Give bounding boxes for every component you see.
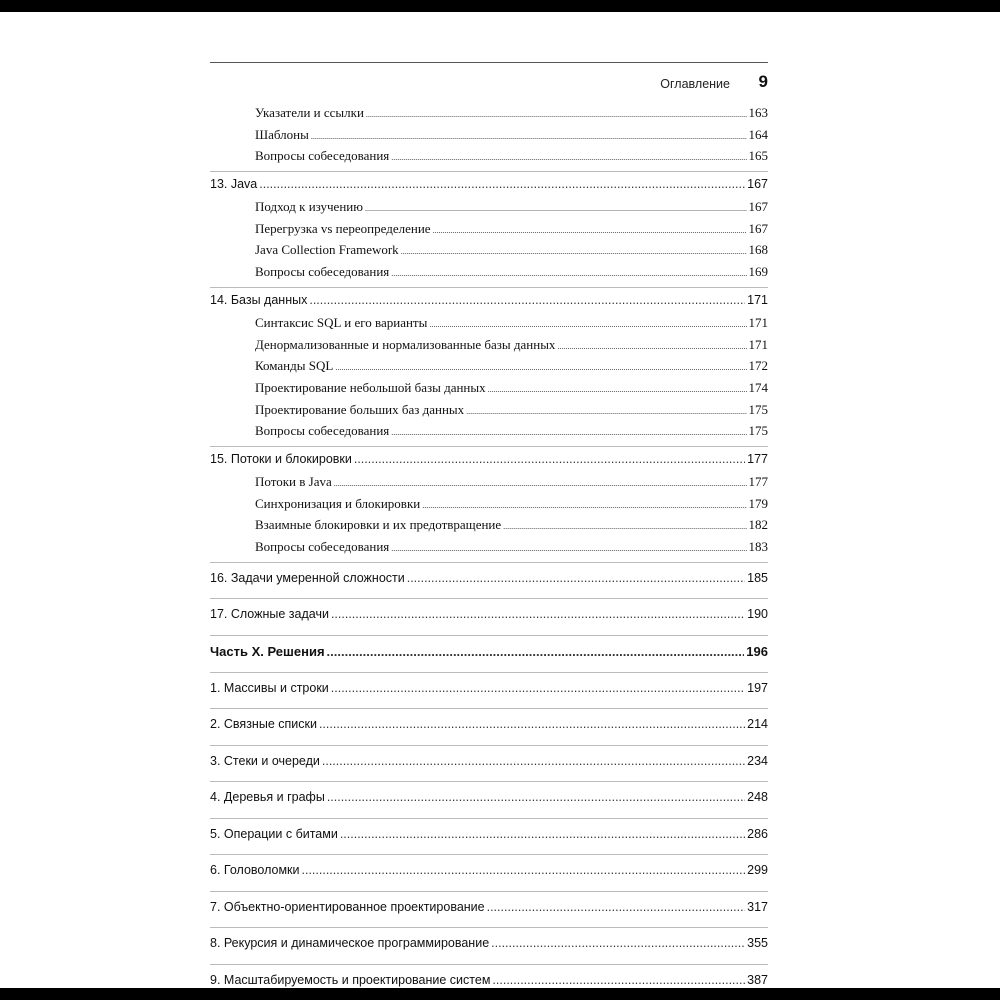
toc-chap-entry[interactable]	[210, 928, 768, 960]
toc-section-entry[interactable]	[210, 102, 768, 124]
toc-entry-page-number: 196	[746, 643, 768, 659]
table-of-contents	[210, 102, 768, 996]
toc-entry-page-number: 177	[748, 473, 768, 489]
toc-entry-page-number: 248	[747, 790, 768, 805]
dot-leader	[322, 746, 745, 778]
toc-chap-entry[interactable]	[210, 709, 768, 741]
toc-chap-entry[interactable]	[210, 965, 768, 997]
dot-leader	[331, 673, 745, 705]
toc-entry-page-number: 169	[748, 264, 768, 280]
toc-entry-title: Проектирование больших баз данных	[255, 401, 465, 417]
toc-section-entry[interactable]	[210, 514, 768, 536]
toc-entry-title: 8. Рекурсия и динамическое программирование	[210, 936, 490, 951]
toc-entry-page-number: 177	[747, 451, 768, 466]
toc-chap-entry[interactable]	[210, 746, 768, 778]
dot-leader	[340, 819, 745, 851]
toc-entry-title: Синтаксис SQL и его варианты	[255, 314, 428, 330]
toc-entry-title: Вопросы собеседования	[255, 264, 390, 280]
toc-entry-title: Потоки в Java	[255, 473, 332, 489]
toc-entry-page-number: 387	[747, 972, 768, 987]
toc-entry-title: 13. Java	[210, 177, 258, 192]
dot-leader	[433, 218, 747, 242]
dot-leader	[391, 145, 746, 169]
toc-section-entry[interactable]	[210, 355, 768, 377]
toc-entry-title: Вопросы собеседования	[255, 423, 390, 439]
toc-entry-page-number: 172	[748, 358, 768, 374]
toc-entry-title: 16. Задачи умеренной сложности	[210, 570, 405, 585]
toc-entry-title: Подход к изучению	[255, 199, 363, 215]
toc-section-entry[interactable]	[210, 536, 768, 558]
toc-section-entry[interactable]	[210, 493, 768, 515]
toc-section-entry[interactable]	[210, 261, 768, 283]
dot-leader	[309, 288, 745, 312]
toc-chap-entry[interactable]	[210, 673, 768, 705]
toc-entry-page-number: 164	[748, 126, 768, 142]
toc-entry-page-number: 182	[748, 517, 768, 533]
running-header	[210, 62, 768, 91]
dot-leader	[429, 312, 746, 336]
toc-section-entry[interactable]	[210, 218, 768, 240]
toc-entry-page-number: 286	[747, 826, 768, 841]
toc-entry-title: 7. Объектно-ориентированное проектирование	[210, 899, 485, 914]
toc-section-entry[interactable]	[210, 377, 768, 399]
toc-chap-entry[interactable]	[210, 599, 768, 631]
toc-entry-title: 5. Операции с битами	[210, 826, 338, 841]
toc-entry-title: Шаблоны	[255, 126, 309, 142]
toc-entry-page-number: 174	[748, 379, 768, 395]
toc-entry-title: 4. Деревья и графы	[210, 790, 325, 805]
toc-entry-title: Денормализованные и нормализованные базы данных	[255, 336, 556, 352]
toc-entry-page-number: 163	[748, 105, 768, 120]
toc-entry-title: 1. Массивы и строки	[210, 680, 329, 695]
toc-entry-title: Взаимные блокировки и их предотвращение	[255, 517, 502, 533]
toc-chap-entry[interactable]	[210, 855, 768, 887]
toc-entry-title: Указатели и ссылки	[255, 105, 364, 120]
dot-leader	[491, 928, 745, 960]
toc-section-entry[interactable]	[210, 420, 768, 442]
toc-entry-page-number: 167	[748, 199, 768, 215]
toc-entry-page-number: 183	[748, 539, 768, 554]
toc-entry-page-number: 190	[747, 607, 768, 622]
toc-entry-page-number: 175	[748, 423, 768, 439]
toc-entry-page-number: 165	[748, 148, 768, 164]
toc-entry-page-number: 299	[747, 863, 768, 878]
toc-section-entry[interactable]	[210, 124, 768, 146]
toc-entry-title: Вопросы собеседования	[255, 148, 390, 164]
toc-entry-title: Команды SQL	[255, 358, 334, 374]
dot-leader	[354, 447, 745, 471]
toc-section-entry[interactable]	[210, 334, 768, 356]
toc-entry-page-number: 167	[747, 177, 768, 192]
toc-entry-title: 17. Сложные задачи	[210, 607, 329, 622]
toc-entry-title: 6. Головоломки	[210, 863, 300, 878]
toc-section-entry[interactable]	[210, 196, 768, 218]
dot-leader	[503, 514, 746, 538]
toc-chap-entry[interactable]	[210, 172, 768, 196]
toc-entry-page-number: 355	[747, 936, 768, 951]
toc-entry-page-number: 234	[747, 753, 768, 768]
toc-entry-page-number: 185	[747, 570, 768, 585]
toc-entry-page-number: 171	[748, 314, 768, 330]
toc-part-entry[interactable]	[210, 636, 768, 668]
toc-chap-entry[interactable]	[210, 819, 768, 851]
toc-entry-title: Часть X. Решения	[210, 643, 325, 659]
dot-leader	[391, 536, 746, 560]
dot-leader	[327, 636, 745, 668]
dot-leader	[366, 102, 747, 126]
toc-chap-entry[interactable]	[210, 782, 768, 814]
dot-leader	[407, 563, 745, 595]
dot-leader	[331, 599, 745, 631]
dot-leader	[335, 355, 746, 379]
dot-leader	[492, 965, 745, 997]
toc-entry-page-number: 179	[748, 495, 768, 511]
toc-chap-entry[interactable]	[210, 288, 768, 312]
toc-chap-entry[interactable]	[210, 563, 768, 595]
dot-leader	[487, 892, 746, 924]
toc-entry-page-number: 171	[748, 336, 768, 352]
running-header-title: Оглавление	[660, 77, 730, 91]
toc-entry-page-number: 317	[747, 899, 768, 914]
toc-section-entry[interactable]	[210, 399, 768, 421]
toc-chap-entry[interactable]	[210, 447, 768, 471]
toc-section-entry[interactable]	[210, 239, 768, 261]
toc-entry-title: 3. Стеки и очереди	[210, 753, 320, 768]
toc-chap-entry[interactable]	[210, 892, 768, 924]
toc-entry-page-number: 175	[748, 401, 768, 417]
dot-leader	[302, 855, 746, 887]
dot-leader	[365, 196, 747, 220]
dot-leader	[391, 420, 746, 444]
dot-leader	[422, 493, 746, 517]
toc-entry-page-number: 168	[748, 242, 768, 258]
toc-entry-page-number: 167	[748, 220, 768, 236]
toc-entry-page-number: 171	[747, 292, 768, 307]
toc-entry-title: Синхронизация и блокировки	[255, 495, 421, 511]
toc-entry-title: Вопросы собеседования	[255, 539, 390, 554]
dot-leader	[311, 124, 747, 148]
dot-leader	[557, 334, 746, 358]
dot-leader	[401, 239, 747, 263]
dot-leader	[466, 399, 746, 423]
toc-section-entry[interactable]	[210, 471, 768, 493]
book-page	[0, 12, 1000, 988]
toc-entry-title: Java Collection Framework	[255, 242, 399, 258]
toc-section-entry[interactable]	[210, 312, 768, 334]
toc-entry-title: 2. Связные списки	[210, 717, 317, 732]
toc-section-entry[interactable]	[210, 145, 768, 167]
dot-leader	[488, 377, 747, 401]
dot-leader	[391, 261, 746, 285]
dot-leader	[334, 471, 747, 495]
dot-leader	[327, 782, 745, 814]
toc-entry-title: Проектирование небольшой базы данных	[255, 379, 486, 395]
toc-entry-title: 15. Потоки и блокировки	[210, 451, 352, 466]
toc-entry-title: Перегрузка vs переопределение	[255, 220, 431, 236]
toc-entry-page-number: 214	[747, 717, 768, 732]
toc-entry-title: 14. Базы данных	[210, 292, 308, 307]
toc-entry-title: 9. Масштабируемость и проектирование систем	[210, 972, 491, 987]
dot-leader	[319, 709, 745, 741]
toc-entry-page-number: 197	[747, 680, 768, 695]
dot-leader	[259, 172, 745, 196]
page-number: 9	[758, 72, 768, 91]
